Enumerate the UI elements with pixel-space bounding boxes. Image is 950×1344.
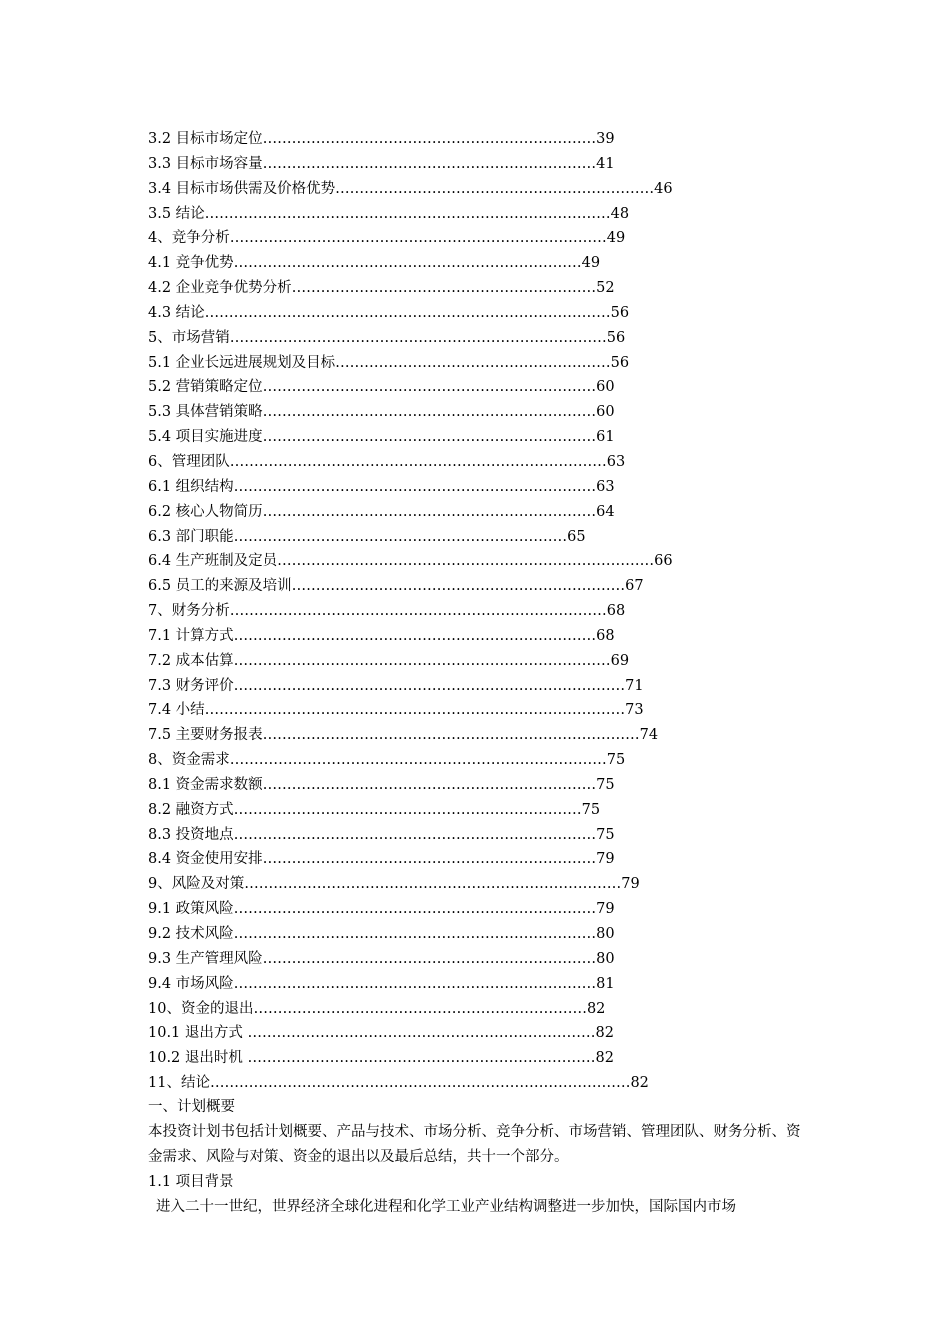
paragraph: 本投资计划书包括计划概要、产品与技术、市场分析、竞争分析、市场营销、管理团队、财务分析、资金需求、风险与对策、资金的退出以及最后总结，共十一个部分。 — [148, 1124, 801, 1165]
toc-entry: 7.4 小结……………………………………………………………………………73 — [148, 702, 644, 719]
toc-entry: 9.4 市场风险…………………………………………………………………81 — [148, 975, 615, 992]
toc-entry: 9、风险及对策……………………………………………………………………79 — [148, 876, 640, 893]
toc-entry: 10.1 退出方式 ………………………………………………………………82 — [148, 1025, 614, 1042]
body-text — [148, 1095, 813, 1220]
toc-entry: 10.2 退出时机 ………………………………………………………………82 — [148, 1050, 614, 1067]
toc-entry: 5.2 营销策略定位……………………………………………………………60 — [148, 379, 615, 396]
toc-entry: 5.3 具体营销策略……………………………………………………………60 — [148, 404, 615, 421]
toc-entry: 8.4 资金使用安排……………………………………………………………79 — [148, 851, 615, 868]
toc-entry: 4、竞争分析……………………………………………………………………49 — [148, 230, 626, 247]
toc-entry: 8.1 资金需求数额……………………………………………………………75 — [148, 776, 615, 793]
toc-entry: 4.3 结论…………………………………………………………………………56 — [148, 304, 630, 321]
table-of-contents — [148, 127, 868, 1096]
toc-entry: 7、财务分析……………………………………………………………………68 — [148, 603, 626, 620]
toc-entry: 4.1 竞争优势………………………………………………………………49 — [148, 255, 601, 272]
toc-entry: 3.4 目标市场供需及价格优势…………………………………………………………46 — [148, 180, 673, 197]
toc-entry: 6.4 生产班制及定员……………………………………………………………………66 — [148, 553, 673, 570]
toc-entry: 7.2 成本估算……………………………………………………………………69 — [148, 652, 630, 669]
subsection-heading: 1.1 项目背景 — [148, 1174, 234, 1190]
toc-entry: 7.1 计算方式…………………………………………………………………68 — [148, 627, 615, 644]
toc-entry: 9.1 政策风险…………………………………………………………………79 — [148, 901, 615, 918]
toc-entry: 9.2 技术风险…………………………………………………………………80 — [148, 926, 615, 942]
toc-entry: 3.5 结论…………………………………………………………………………48 — [148, 205, 630, 222]
toc-entry: 11、结论……………………………………………………………………………82 — [148, 1075, 649, 1092]
toc-entry: 4.2 企业竞争优势分析………………………………………………………52 — [148, 280, 615, 297]
toc-entry: 3.2 目标市场定位……………………………………………………………39 — [148, 131, 615, 147]
toc-entry: 5、市场营销……………………………………………………………………56 — [148, 329, 626, 346]
toc-entry: 6、管理团队……………………………………………………………………63 — [148, 453, 626, 470]
toc-entry: 6.3 部门职能……………………………………………………………65 — [148, 528, 586, 545]
toc-entry: 10、资金的退出……………………………………………………………82 — [148, 1000, 606, 1017]
toc-entry: 9.3 生产管理风险……………………………………………………………80 — [148, 950, 615, 967]
toc-entry: 3.3 目标市场容量……………………………………………………………41 — [148, 155, 615, 172]
toc-entry: 8.2 融资方式………………………………………………………………75 — [148, 801, 601, 818]
paragraph: 进入二十一世纪，世界经济全球化进程和化学工业产业结构调整进一步加快，国际国内市场 — [156, 1199, 736, 1215]
toc-entry: 7.5 主要财务报表……………………………………………………………………74 — [148, 727, 659, 744]
toc-entry: 5.4 项目实施进度……………………………………………………………61 — [148, 429, 615, 446]
toc-entry: 6.2 核心人物简历……………………………………………………………64 — [148, 503, 615, 520]
toc-entry: 8、资金需求……………………………………………………………………75 — [148, 752, 626, 769]
toc-entry: 5.1 企业长远进展规划及目标…………………………………………………56 — [148, 354, 630, 371]
toc-entry: 6.5 员工的来源及培训……………………………………………………………67 — [148, 578, 644, 595]
toc-entry: 8.3 投资地点…………………………………………………………………75 — [148, 826, 615, 843]
section-heading: 一、计划概要 — [148, 1099, 235, 1115]
toc-entry: 6.1 组织结构…………………………………………………………………63 — [148, 478, 615, 495]
toc-entry: 7.3 财务评价………………………………………………………………………71 — [148, 677, 644, 694]
